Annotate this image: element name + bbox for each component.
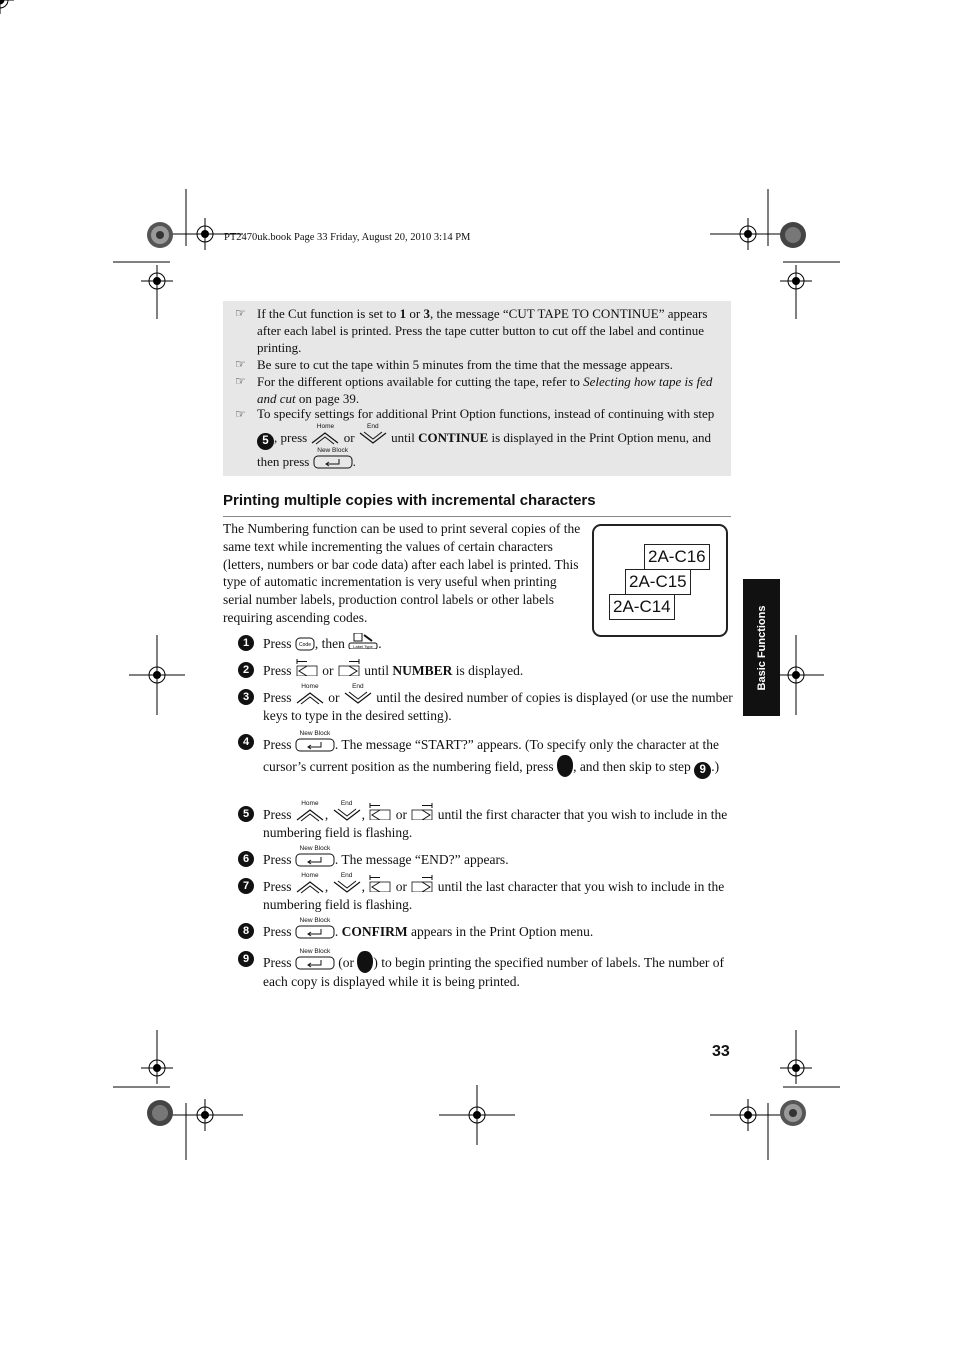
step-text: Press xyxy=(263,807,295,822)
step-text: ) to begin printing the specified number of labels. The number of each copy is displayed while it is being printed. xyxy=(263,955,725,989)
end-key-icon: End xyxy=(343,691,373,705)
note-text: , the message “CUT TAPE TO CONTINUE” appears after each label is printed. Press the tape cutter button to cut off the label and continue printing. xyxy=(257,306,708,355)
intro-paragraph: The Numbering function can be used to print several copies of the same text while incrementing the values of certain characters (letters, numbers or bar code data) after each label is printed. This type of automatic incrementation is very useful when printing serial number labels, production control labels or other labels requiring ascending codes. xyxy=(223,521,581,625)
step-text: , xyxy=(361,879,369,894)
step-text: , xyxy=(324,807,332,822)
new-block-key-icon: New Block xyxy=(295,925,335,939)
step-text: Press xyxy=(263,879,295,894)
print-key-icon xyxy=(357,951,373,973)
note-item xyxy=(235,305,721,356)
note-text: Selecting how tape is fed and cut xyxy=(257,374,713,406)
step-text: or xyxy=(392,807,411,822)
svg-text:Label Type: Label Type xyxy=(353,644,374,649)
note-text: To specify settings for additional Print Option functions, instead of continuing with step xyxy=(257,406,715,421)
label-sample: 2A-C15 xyxy=(625,569,691,595)
new-block-key-icon: New Block xyxy=(295,738,335,752)
notes-box xyxy=(223,301,731,476)
note-text: If the Cut function is set to xyxy=(257,306,400,321)
step-text: . The message “END?” appears. xyxy=(334,852,509,867)
step-text: Press xyxy=(263,737,295,752)
left-arrow-key-icon xyxy=(368,880,392,894)
label-sample: 2A-C14 xyxy=(609,594,675,620)
step-text: (or xyxy=(334,955,358,970)
step-text: Press xyxy=(263,636,295,651)
step-text: , then xyxy=(314,636,349,651)
left-arrow-key-icon xyxy=(295,664,319,678)
step-number: 9 xyxy=(238,951,254,967)
note-text: CONTINUE xyxy=(418,430,489,445)
step-text: until the first character that you wish to include in the numbering field is flashing. xyxy=(263,807,728,840)
step-number: 3 xyxy=(238,689,254,705)
step-text: , xyxy=(361,807,369,822)
step-text: , xyxy=(324,879,332,894)
new-block-key-icon: New Block xyxy=(295,956,335,970)
step-text: Press xyxy=(263,663,295,678)
right-arrow-key-icon xyxy=(337,664,361,678)
step-text: .) xyxy=(711,759,720,774)
step-text: . xyxy=(334,924,342,939)
note-text: For the different options available for cutting the tape, refer to xyxy=(257,374,584,389)
label-type-key-icon xyxy=(348,637,378,651)
note-text: on page 39. xyxy=(295,391,360,406)
code-key-icon xyxy=(295,637,315,651)
step-text: or xyxy=(392,879,411,894)
new-block-key-icon: New Block xyxy=(313,455,353,469)
step-number: 6 xyxy=(238,851,254,867)
home-key-icon: Home xyxy=(295,880,325,894)
svg-text:Code: Code xyxy=(298,642,311,648)
end-key-icon: End xyxy=(332,880,362,894)
end-key-icon: End xyxy=(358,431,388,445)
step-number: 7 xyxy=(238,878,254,894)
step-number: 5 xyxy=(238,806,254,822)
home-key-icon: Home xyxy=(295,691,325,705)
note-text: . xyxy=(352,454,356,469)
step-ref-badge: 5 xyxy=(257,433,274,450)
page-number: 33 xyxy=(712,1043,730,1060)
step-text: , and then skip to step xyxy=(573,759,695,774)
right-arrow-key-icon xyxy=(410,808,434,822)
pointing-hand-icon: ☞ xyxy=(235,407,246,421)
step-text: until the last character that you wish to include in the numbering field is flashing. xyxy=(263,879,725,912)
new-block-key-icon: New Block xyxy=(295,853,335,867)
step-text: . xyxy=(378,636,382,651)
chapter-side-tab xyxy=(743,579,780,716)
labels-illustration xyxy=(592,524,728,637)
step-text: until the desired number of copies is displayed (or use the number keys to type in the desired setting). xyxy=(263,690,733,723)
step-text: Press xyxy=(263,955,295,970)
step-number: 8 xyxy=(238,923,254,939)
print-header: PT2470uk.book Page 33 Friday, August 20, 2010 3:14 PM xyxy=(224,232,471,243)
step-number: 1 xyxy=(238,635,254,651)
note-item xyxy=(235,356,721,373)
note-text: or xyxy=(340,430,358,445)
step-text: is displayed. xyxy=(452,663,524,678)
step-text: or xyxy=(318,663,337,678)
pointing-hand-icon: ☞ xyxy=(235,357,246,371)
end-key-icon: End xyxy=(332,808,362,822)
note-text: is displayed in the Print Option menu, and then press xyxy=(257,430,712,469)
left-arrow-key-icon xyxy=(368,808,392,822)
pointing-hand-icon: ☞ xyxy=(235,374,246,388)
note-text: or xyxy=(406,306,424,321)
chapter-tab-label: Basic Functions xyxy=(755,605,768,690)
step-text: or xyxy=(324,690,343,705)
step-text: until xyxy=(360,663,393,678)
note-text: until xyxy=(387,430,419,445)
step-text: CONFIRM xyxy=(341,924,408,939)
pointing-hand-icon: ☞ xyxy=(235,306,246,320)
step-text: Press xyxy=(263,690,295,705)
print-key-icon xyxy=(557,755,573,777)
note-text: 3 xyxy=(423,306,430,321)
home-key-icon: Home xyxy=(295,808,325,822)
note-item xyxy=(235,406,721,474)
right-arrow-key-icon xyxy=(410,880,434,894)
step-text: Press xyxy=(263,924,295,939)
step-text: NUMBER xyxy=(392,663,453,678)
home-key-icon: Home xyxy=(310,431,340,445)
step-text: Press xyxy=(263,852,295,867)
step-text: appears in the Print Option menu. xyxy=(407,924,594,939)
step-ref-badge: 9 xyxy=(694,762,711,779)
step-number: 2 xyxy=(238,662,254,678)
step-text: . The message “START?” appears. (To specify only the character at the cursor’s current position as the numbering field, press xyxy=(263,737,720,774)
note-text: , press xyxy=(274,430,311,445)
section-title: Printing multiple copies with incremental characters xyxy=(223,492,596,509)
step-number: 4 xyxy=(238,734,254,750)
title-divider xyxy=(223,516,731,517)
label-sample: 2A-C16 xyxy=(644,544,710,570)
note-text: Be sure to cut the tape within 5 minutes from the time that the message appears. xyxy=(257,357,673,372)
note-text: 1 xyxy=(399,306,407,321)
